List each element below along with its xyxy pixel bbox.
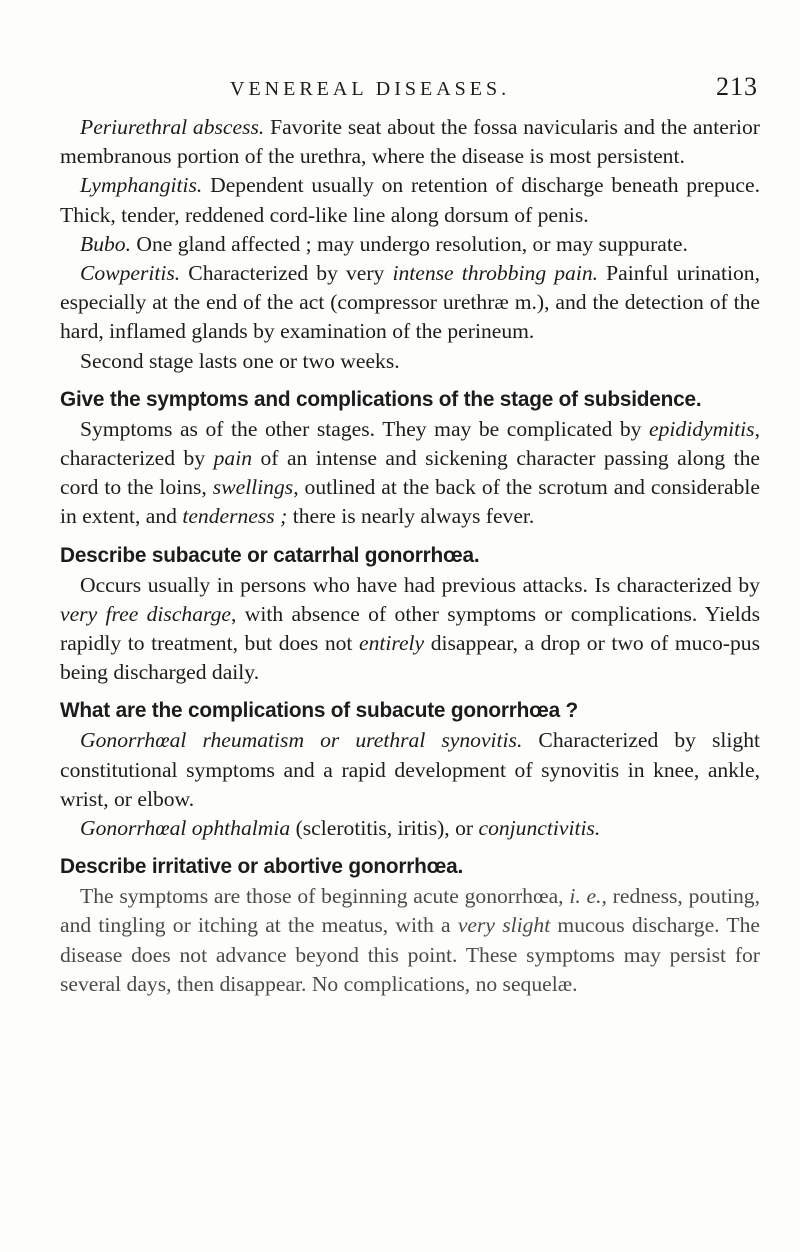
term-lymphangitis: Lymphangitis. <box>80 173 203 198</box>
emphasis: epididymitis <box>649 416 755 441</box>
paragraph-text: Symptoms as of the other stages. They may be complicated by <box>80 416 650 441</box>
paragraph-text: Dependent usually on retention of discharge beneath prepuce. Thick, tender, reddened cord-like line along dorsum of penis. <box>60 173 760 227</box>
emphasis: swellings <box>212 475 294 500</box>
answer-complications-rheumatism <box>60 726 760 814</box>
emphasis: entirely <box>358 631 425 656</box>
paragraph-second-stage: Second stage lasts one or two weeks. <box>80 348 400 373</box>
paragraph-text: Favorite seat about the fossa navicularis and the anterior membranous portion of the urethra, where the disease is most persistent. <box>60 115 760 169</box>
paragraph-text: One gland affected ; may undergo resolution, or may suppurate. <box>130 231 688 256</box>
paragraph-text: , with absence of other symptoms or complications. Yields rapidly to treatment, but does not <box>60 601 760 656</box>
paragraph-text: Characterized by slight constitutional symptoms and a rapid development of synovitis in knee, ankle, wrist, or elbow. <box>60 728 761 811</box>
page-number: 213 <box>716 72 758 101</box>
emphasis: conjunctivitis. <box>478 816 601 841</box>
emphasis: Gonorrhœal ophthalmia <box>80 816 291 841</box>
paragraph-text: there is nearly always fever. <box>287 504 535 529</box>
emphasis: very free discharge <box>60 601 231 626</box>
paragraph-text: , outlined at the back of the scrotum and considerable in extent, and <box>60 475 760 529</box>
paragraph-text: Occurs usually in persons who have had previous attacks. Is characterized by <box>80 572 760 597</box>
emphasis: pain <box>213 446 252 471</box>
paragraph-text: The symptoms are those of beginning acute gonorrhœa, <box>80 884 570 909</box>
running-title: VENEREAL DISEASES. <box>230 78 511 100</box>
term-bubo: Bubo. <box>80 231 131 256</box>
paragraph-text: , redness, pouting, and tingling or itching at the meatus, with a <box>60 884 760 938</box>
page-body <box>60 113 760 999</box>
emphasis: Gonorrhœal rheumatism or urethral synovitis. <box>80 728 523 753</box>
paragraph-lymphangitis <box>60 171 760 229</box>
question-irritative-gonorrhoea: Describe irritative or abortive gonorrhœa. <box>60 855 464 879</box>
paragraph-text: Characterized by very <box>180 261 393 286</box>
answer-irritative-gonorrhoea <box>60 882 760 999</box>
paragraph-text: (sclerotitis, iritis), or <box>290 816 479 841</box>
emphasis: intense throbbing pain. <box>392 261 599 286</box>
paragraph-cowperitis <box>60 259 760 347</box>
emphasis: tenderness ; <box>182 504 288 529</box>
emphasis: very slight <box>457 913 551 938</box>
paragraph-bubo <box>60 230 760 259</box>
answer-stage-of-subsidence <box>60 415 760 532</box>
page-header <box>230 72 758 112</box>
term-cowperitis: Cowperitis. <box>80 261 181 286</box>
emphasis: i. e. <box>569 884 602 909</box>
paragraph-text: of an intense and sickening character passing along the cord to the loins, <box>60 446 760 500</box>
answer-complications-ophthalmia <box>60 814 760 843</box>
answer-subacute-gonorrhoea <box>60 571 760 688</box>
paragraph-text: Painful urination, especially at the end of the act (compressor urethræ m.), and the detection of the hard, inflamed glands by examination of the perineum. <box>60 261 760 344</box>
paragraph-text: mucous discharge. The disease does not advance beyond this point. These symptoms may persist for several days, then disappear. No complications, no sequelæ. <box>60 913 760 996</box>
question-stage-of-subsidence: Give the symptoms and complications of the stage of subsidence. <box>60 387 702 411</box>
paragraph-text: disappear, a drop or two of muco-pus being discharged daily. <box>60 631 760 685</box>
paragraph-text: , characterized by <box>60 416 760 471</box>
question-complications-subacute: What are the complications of subacute gonorrhœa ? <box>60 699 579 723</box>
question-subacute-gonorrhoea: Describe subacute or catarrhal gonorrhœa. <box>60 543 480 567</box>
paragraph-periurethral-abscess <box>60 113 760 171</box>
term-periurethral-abscess: Periurethral abscess. <box>80 115 265 139</box>
